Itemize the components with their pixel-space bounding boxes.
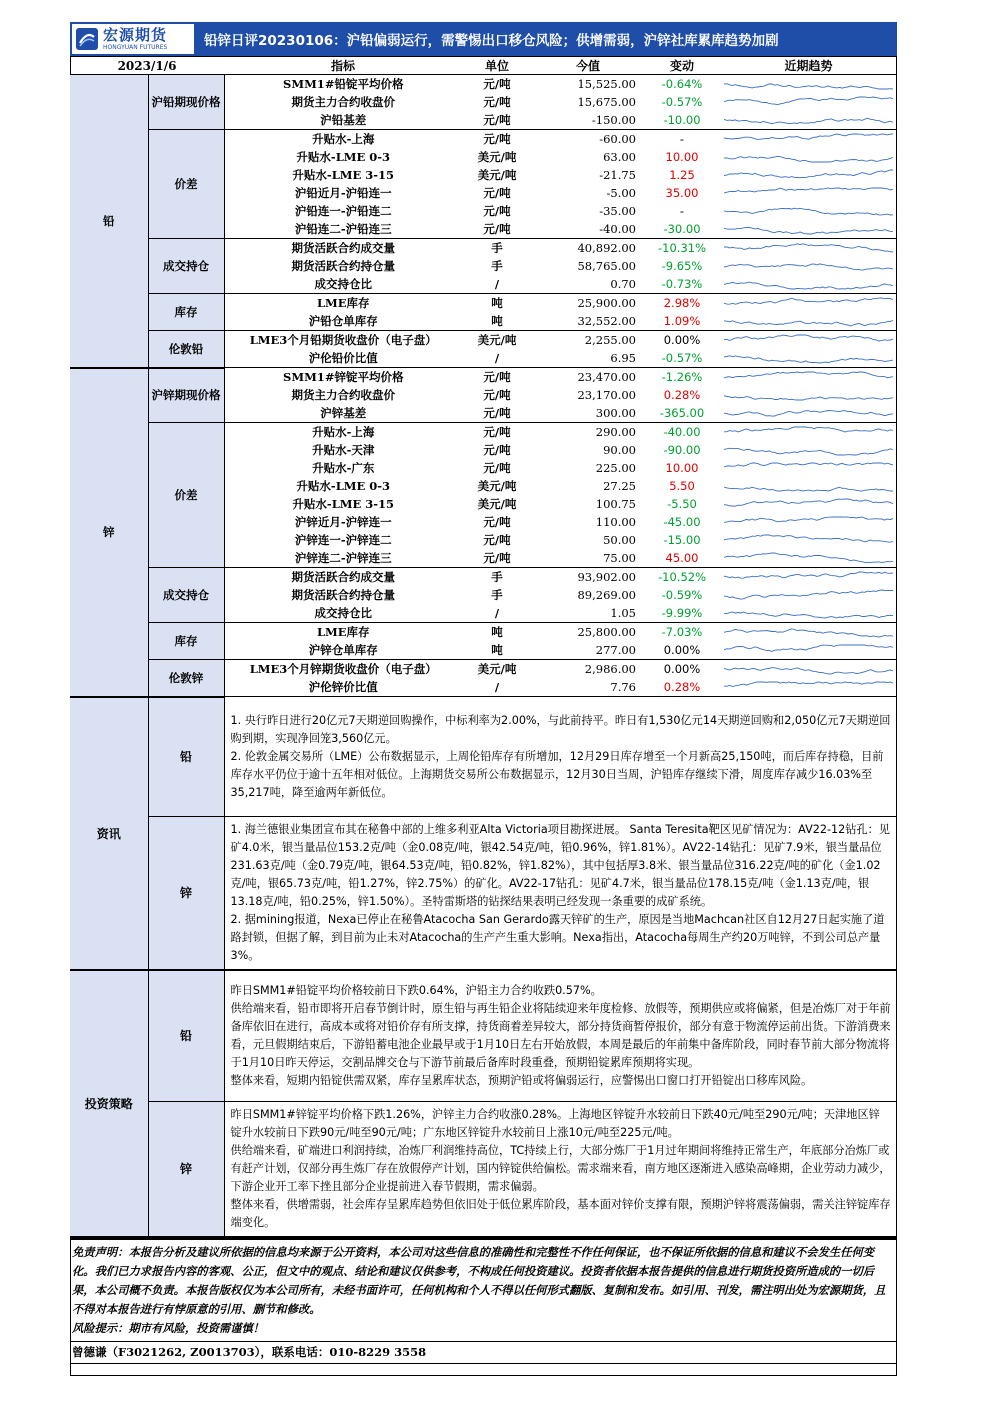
indicator-name: 沪铅仓单库存 — [224, 312, 462, 331]
trend-sparkline — [720, 349, 897, 368]
indicator-name: 沪铅近月-沪铅连一 — [294, 186, 392, 200]
indicator-name: 沪铅连二-沪铅连三 — [224, 220, 462, 239]
strategy-zinc-text — [224, 1101, 897, 1237]
today-value: 89,269.00 — [577, 588, 636, 602]
change-value: 0.28% — [644, 678, 720, 697]
news-lead-label: 铅 — [148, 698, 224, 817]
today-value: -5.00 — [606, 186, 636, 200]
indicator-name: 期货活跃合约持仓量 — [291, 588, 395, 602]
unit-cell: 元/吨 — [462, 404, 532, 423]
disclaimer-text: 免责声明：本报告分析及建议所依据的信息均来源于公开资料，本公司对这些信息的准确性和完整性不作任何保证，也不保证所依据的信息和建议不会发生任何变化。我们已力求报告内容的客观、公正，但文中的观点、结论和建议仅供参考，不构成任何投资建议。投资者依据本报告提供的信息进行期货投资所造成的一切后果，本公司概不负责。本报告版权仅为本公司所有，未经书面许可，任何机构和个人不得以任何形式翻版、复制和发布。如引用、刊发，需注明出处为宏源期货，且不得对本报告进行有悖原意的引用、删节和修改。 — [72, 1245, 886, 1316]
company-logo — [72, 24, 194, 54]
table-row — [70, 568, 897, 587]
group-label: 沪锌期现价格 — [148, 368, 224, 423]
today-value: 25,900.00 — [577, 296, 636, 310]
change-value: -0.57% — [661, 95, 703, 109]
trend-sparkline — [720, 549, 897, 568]
unit-cell: 美元/吨 — [477, 479, 517, 493]
unit-cell: 美元/吨 — [477, 333, 517, 347]
change-value: -15.00 — [663, 533, 701, 547]
unit-cell: 元/吨 — [483, 461, 511, 475]
today-value: 40,892.00 — [577, 241, 636, 255]
report-date: 2023/1/6 — [70, 57, 224, 75]
today-value: 0.70 — [532, 275, 644, 294]
indicator-name: SMM1#锌锭平均价格 — [283, 370, 404, 384]
unit-cell: 美元/吨 — [477, 497, 517, 511]
unit-cell: 元/吨 — [462, 111, 532, 130]
group-label: 价差 — [148, 130, 224, 239]
change-value: -0.59% — [661, 588, 703, 602]
group-label: 成交持仓 — [148, 568, 224, 623]
trend-sparkline — [720, 93, 897, 111]
unit-cell: 吨 — [462, 641, 532, 660]
news-category: 资讯 — [70, 698, 148, 970]
group-label: 沪铅期现价格 — [148, 75, 224, 130]
trend-sparkline — [720, 423, 897, 442]
change-value: 35.00 — [665, 186, 699, 200]
trend-sparkline — [720, 312, 897, 331]
trend-sparkline — [720, 660, 897, 679]
today-value: 2,986.00 — [584, 662, 636, 676]
today-value: -60.00 — [599, 132, 636, 146]
table-row — [70, 368, 897, 387]
logo-mark-icon — [75, 27, 99, 51]
strategy-category: 投资策略 — [70, 970, 148, 1237]
report-header — [70, 22, 897, 56]
change-value: 0.28% — [663, 388, 701, 402]
trend-sparkline — [720, 441, 897, 459]
unit-cell: / — [462, 604, 532, 623]
group-label: 伦敦锌 — [148, 660, 224, 697]
indicator-name: 沪锌基差 — [224, 404, 462, 423]
indicator-name: 升贴水-LME 0-3 — [296, 150, 391, 164]
indicator-name: 沪锌近月-沪锌连一 — [294, 515, 392, 529]
trend-sparkline — [720, 184, 897, 202]
trend-sparkline — [720, 531, 897, 549]
strategy-lead-row — [70, 970, 897, 1102]
today-value: 1.05 — [532, 604, 644, 623]
change-value: -40.00 — [663, 425, 701, 439]
table-row — [70, 75, 897, 94]
indicator-name: 升贴水-上海 — [312, 132, 375, 146]
strategy-lead-text — [224, 970, 897, 1102]
change-value: -30.00 — [644, 220, 720, 239]
change-value: -0.64% — [661, 77, 703, 91]
unit-cell: 美元/吨 — [477, 168, 517, 182]
change-value: -365.00 — [644, 404, 720, 423]
column-header-row — [70, 57, 897, 75]
news-zinc-p2: 2. 据mining报道，Nexa已停止在秘鲁Atacocha San Gerardo露天锌矿的生产，原因是当地Machcan社区自12月27日起实施了道路封锁，但据了解，到目前为止未对Atacocha的生产产生重大影响。Nexa指出，Atacocha每周生产约20万吨锌，不到公司总产量3%。 — [230, 912, 885, 962]
news-zinc-text — [224, 816, 897, 970]
logo-chinese: 宏源期货 — [103, 25, 168, 44]
unit-cell: 元/吨 — [483, 533, 511, 547]
change-value: -9.65% — [661, 259, 703, 273]
strategy-lead-p1: 昨日SMM1#铅锭平均价格较前日下跌0.64%，沪铅主力合约收跌0.57%。 — [230, 983, 602, 997]
indicator-name: 升贴水-广东 — [312, 461, 375, 475]
change-value: -45.00 — [663, 515, 701, 529]
today-value: 110.00 — [595, 515, 636, 529]
unit-cell: 吨 — [462, 312, 532, 331]
change-value: 0.00% — [663, 662, 701, 676]
group-label: 库存 — [148, 294, 224, 331]
disclaimer — [70, 1238, 897, 1341]
unit-cell: 元/吨 — [483, 77, 511, 91]
today-value: 63.00 — [603, 150, 636, 164]
news-lead-text — [224, 698, 897, 817]
change-value: 5.50 — [669, 479, 695, 493]
table-row — [70, 331, 897, 350]
change-value: 0.00% — [644, 641, 720, 660]
indicator-name: 期货主力合约收盘价 — [291, 388, 395, 402]
unit-cell: 吨 — [491, 296, 503, 310]
change-value: 2.98% — [663, 296, 701, 310]
change-value: -1.26% — [661, 370, 703, 384]
unit-cell: 元/吨 — [462, 549, 532, 568]
trend-sparkline — [720, 513, 897, 531]
unit-cell: / — [462, 275, 532, 294]
indicator-name: 升贴水-LME 0-3 — [296, 479, 391, 493]
unit-cell: 手 — [491, 241, 503, 255]
metal-category: 锌 — [70, 368, 148, 697]
trend-sparkline — [720, 568, 897, 587]
unit-cell: / — [462, 678, 532, 697]
trend-sparkline — [720, 368, 897, 387]
unit-cell: 元/吨 — [483, 515, 511, 529]
indicator-name: 期货活跃合约成交量 — [291, 570, 395, 584]
col-change: 变动 — [644, 57, 720, 75]
change-value: 10.00 — [665, 461, 699, 475]
today-value: -35.00 — [599, 204, 636, 218]
table-row — [70, 130, 897, 149]
change-value: -90.00 — [663, 443, 701, 457]
today-value: 23,170.00 — [577, 388, 636, 402]
today-value: 100.75 — [595, 497, 636, 511]
indicator-name: SMM1#铅锭平均价格 — [283, 77, 404, 91]
indicator-name: 升贴水-LME 3-15 — [292, 168, 395, 182]
data-table — [70, 56, 897, 698]
indicator-name: LME3个月锌期货收盘价（电子盘） — [249, 662, 437, 676]
change-value: -5.50 — [667, 497, 697, 511]
today-value: -40.00 — [532, 220, 644, 239]
indicator-name: 成交持仓比 — [224, 604, 462, 623]
news-strategy-table — [70, 698, 897, 1238]
today-value: 25,800.00 — [577, 625, 636, 639]
trend-sparkline — [720, 641, 897, 660]
indicator-name: 沪铅连一-沪铅连二 — [294, 204, 392, 218]
unit-cell: 元/吨 — [483, 388, 511, 402]
strategy-zinc-p2: 供给端来看，矿端进口利润持续，冶炼厂利润维持高位，TC持续上行，大部分炼厂于1月过年期间将维持正常生产，年底部分冶炼厂或有赶产计划，仅部分再生炼厂存在放假停产计划，国内锌锭供给偏松。需求端来看，南方地区逐渐进入感染高峰期，企业劳动力减少，下游企业开工率下挫且部分企业提前进入春节假期，需求偏弱。 — [230, 1143, 891, 1193]
change-value: 10.00 — [665, 150, 699, 164]
unit-cell: 元/吨 — [462, 220, 532, 239]
news-lead-p2: 2. 伦敦金属交易所（LME）公布数据显示，上周伦铅库存有所增加，12月29日库存增至一个月新高25,150吨，而后库存持稳，目前库存水平仍位于逾十五年相对低位。上海期货交易所公布数据显示，12月30日当周，沪铅库存继续下滑，周度库存减少16.03%至35,217吨，降至逾两年新低位。 — [230, 749, 884, 799]
trend-sparkline — [720, 386, 897, 404]
today-value: 93,902.00 — [577, 570, 636, 584]
change-value: - — [679, 204, 685, 218]
strategy-lead-p3: 整体来看，短期内铅锭供需双紧，库存呈累库状态，预期沪铅或将偏弱运行，应警惕出口窗口打开铅锭出口移库风险。 — [230, 1073, 813, 1087]
indicator-name: 升贴水-上海 — [312, 425, 375, 439]
indicator-name: 沪伦锌价比值 — [224, 678, 462, 697]
indicator-name: 沪锌连一-沪锌连二 — [294, 533, 392, 547]
change-value: -10.00 — [644, 111, 720, 130]
indicator-name: 升贴水-LME 3-15 — [292, 497, 395, 511]
indicator-name: 沪锌连二-沪锌连三 — [224, 549, 462, 568]
today-value: 300.00 — [532, 404, 644, 423]
strategy-zinc-p3: 整体来看，供增需弱，社会库存呈累库趋势但依旧处于低位累库阶段，基本面对锌价支撑有限，预期沪锌将震荡偏弱，需关注锌锭库存端变化。 — [230, 1197, 891, 1229]
report-title: 铅锌日评20230106：沪铅偏弱运行，需警惕出口移仓风险；供增需弱，沪锌社库累库趋势加剧 — [204, 33, 779, 49]
col-trend: 近期趋势 — [720, 57, 897, 75]
strategy-lead-label: 铅 — [148, 970, 224, 1102]
strategy-lead-p2: 供给端来看，铅市即将开启春节倒计时，原生铅与再生铅企业将陆续迎来年度检修、放假等，预期供应或将偏紧，但是冶炼厂对于年前备库依旧在进行，高成本或将对铅价存有所支撑，持货商着差异较大，部分持货商暂停报价，部分有意于物流停运前出货。下游消费来看，元旦假期结束后，下游铅蓄电池企业最早或于1月10日左右开始放假，本周是最后的年前集中备库阶段，同时春节前大部分物流将于1月10日昨天停运，交割品牌交仓与下游节前最后备库时段重叠，预期铅锭累库预期将实现。 — [230, 1001, 891, 1069]
unit-cell: 手 — [491, 570, 503, 584]
trend-sparkline — [720, 586, 897, 604]
col-indicator: 指标 — [224, 57, 462, 75]
today-value: 277.00 — [532, 641, 644, 660]
change-value: -10.31% — [658, 241, 706, 255]
change-value: 1.25 — [669, 168, 695, 182]
indicator-name: 期货活跃合约持仓量 — [291, 259, 395, 273]
news-lead-row — [70, 698, 897, 817]
unit-cell: 元/吨 — [483, 425, 511, 439]
today-value: 50.00 — [603, 533, 636, 547]
change-value: -7.03% — [661, 625, 703, 639]
unit-cell: 元/吨 — [483, 132, 511, 146]
table-row — [70, 660, 897, 679]
indicator-name: LME3个月铅期货收盘价（电子盘） — [249, 333, 437, 347]
trend-sparkline — [720, 294, 897, 313]
col-unit: 单位 — [462, 57, 532, 75]
unit-cell: / — [462, 349, 532, 368]
group-label: 伦敦铅 — [148, 331, 224, 368]
change-value: -9.99% — [644, 604, 720, 623]
indicator-name: 期货主力合约收盘价 — [291, 95, 395, 109]
analyst-footer: 曾德谦（F3021262, Z0013703），联系电话：010-8229 3558 — [70, 1341, 897, 1364]
strategy-zinc-row — [70, 1101, 897, 1237]
trend-sparkline — [720, 166, 897, 184]
change-value: 45.00 — [644, 549, 720, 568]
indicator-name: LME库存 — [316, 625, 370, 639]
today-value: 23,470.00 — [577, 370, 636, 384]
indicator-name: 沪锌仓单库存 — [224, 641, 462, 660]
trend-sparkline — [720, 75, 897, 94]
change-value: -0.57% — [644, 349, 720, 368]
unit-cell: 元/吨 — [483, 370, 511, 384]
table-row — [70, 423, 897, 442]
indicator-name: 沪伦铅价比值 — [224, 349, 462, 368]
trend-sparkline — [720, 239, 897, 258]
table-row — [70, 294, 897, 313]
change-value: -0.73% — [644, 275, 720, 294]
indicator-name: 成交持仓比 — [224, 275, 462, 294]
change-value: 1.09% — [644, 312, 720, 331]
news-zinc-row — [70, 816, 897, 970]
today-value: 6.95 — [532, 349, 644, 368]
table-row — [70, 623, 897, 642]
today-value: 58,765.00 — [577, 259, 636, 273]
trend-sparkline — [720, 257, 897, 275]
unit-cell: 美元/吨 — [477, 150, 517, 164]
indicator-name: 沪铅基差 — [224, 111, 462, 130]
change-value: -10.52% — [658, 570, 706, 584]
today-value: 290.00 — [595, 425, 636, 439]
today-value: 90.00 — [603, 443, 636, 457]
trend-sparkline — [720, 623, 897, 642]
trend-sparkline — [720, 148, 897, 166]
today-value: 27.25 — [603, 479, 636, 493]
unit-cell: 手 — [491, 588, 503, 602]
unit-cell: 元/吨 — [483, 443, 511, 457]
table-row — [70, 239, 897, 258]
change-value: - — [679, 132, 685, 146]
today-value: 32,552.00 — [532, 312, 644, 331]
trend-sparkline — [720, 220, 897, 239]
trend-sparkline — [720, 275, 897, 294]
metal-category: 铅 — [70, 75, 148, 368]
news-zinc-label: 锌 — [148, 816, 224, 970]
trend-sparkline — [720, 202, 897, 220]
news-zinc-p1: 1. 海兰德银业集团宣布其在秘鲁中部的上维多利亚Alta Victoria项目勘探进展。 Santa Teresita靶区见矿情况为：AV22-12钻孔：见矿4.0米，银当量品位153.2克/吨（金0.08克/吨，银42.54克/吨，铅0.96%，锌1.81%）。AV22-14钻孔：见矿7.9米，银当量品位231.63克/吨（金0.79克/吨，银64.53克/吨，铅0.82%，锌1.82%），其中包括厚3.8米、银当量品位316.22克/吨的矿化（金1.02克/吨，银65.73克/吨，铅1.27%，锌2.75%）的矿化。AV22-17钻孔：见矿4.7米，银当量品位178.15克/吨（金1.13克/吨，银13.18克/吨，铅0.25%，锌1.50%）。圣特雷斯塔的钻探结果表明已经发现一条重要的成矿系统。 — [230, 822, 890, 908]
indicator-name: 期货活跃合约成交量 — [291, 241, 395, 255]
unit-cell: 元/吨 — [483, 186, 511, 200]
unit-cell: 美元/吨 — [477, 662, 517, 676]
unit-cell: 元/吨 — [483, 204, 511, 218]
trend-sparkline — [720, 678, 897, 697]
risk-warning: 风险提示：期市有风险，投资需谨慎！ — [72, 1321, 265, 1335]
trend-sparkline — [720, 111, 897, 130]
strategy-zinc-p1: 昨日SMM1#锌锭平均价格下跌1.26%，沪锌主力合约收涨0.28%。上海地区锌锭升水较前日下跌40元/吨至290元/吨；天津地区锌锭升水较前日下跌90元/吨至90元/吨；广东地区锌锭升水较前日上涨10元/吨至225元/吨。 — [230, 1107, 880, 1139]
unit-cell: 元/吨 — [483, 95, 511, 109]
today-value: 225.00 — [595, 461, 636, 475]
today-value: -21.75 — [599, 168, 636, 182]
today-value: -150.00 — [532, 111, 644, 130]
strategy-zinc-label: 锌 — [148, 1101, 224, 1237]
trend-sparkline — [720, 404, 897, 423]
trend-sparkline — [720, 604, 897, 623]
change-value: 0.00% — [663, 333, 701, 347]
today-value: 15,675.00 — [577, 95, 636, 109]
news-lead-p1: 1. 央行昨日进行20亿元7天期逆回购操作，中标利率为2.00%，与此前持平。昨日有1,530亿元14天期逆回购和2,050亿元7天期逆回购到期，实现净回笼3,560亿元。 — [230, 713, 891, 745]
today-value: 2,255.00 — [584, 333, 636, 347]
trend-sparkline — [720, 459, 897, 477]
trend-sparkline — [720, 331, 897, 350]
logo-english: HONGYUAN FUTURES — [103, 43, 168, 51]
today-value: 75.00 — [532, 549, 644, 568]
unit-cell: 手 — [491, 259, 503, 273]
indicator-name: LME库存 — [316, 296, 370, 310]
trend-sparkline — [720, 495, 897, 513]
report-sheet — [70, 22, 897, 1364]
trend-sparkline — [720, 130, 897, 149]
group-label: 库存 — [148, 623, 224, 660]
trend-sparkline — [720, 477, 897, 495]
col-today: 今值 — [532, 57, 644, 75]
unit-cell: 吨 — [491, 625, 503, 639]
group-label: 价差 — [148, 423, 224, 568]
indicator-name: 升贴水-天津 — [312, 443, 375, 457]
today-value: 15,525.00 — [577, 77, 636, 91]
group-label: 成交持仓 — [148, 239, 224, 294]
today-value: 7.76 — [532, 678, 644, 697]
